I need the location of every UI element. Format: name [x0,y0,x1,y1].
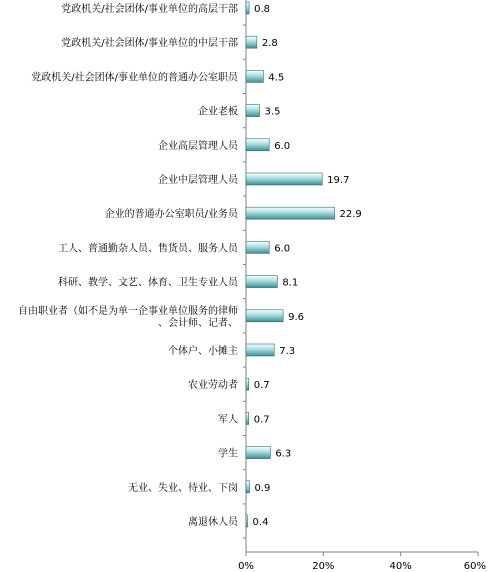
category-label: 工人、普通勤杂人员、售货员、服务人员 [58,243,238,255]
x-tick-label: 20% [312,561,335,572]
bar [246,447,270,459]
bar [246,241,269,253]
bar-value-label: 0.4 [252,517,269,528]
category-label: 个体户、小摊主 [168,346,238,357]
bar-value-label: 0.7 [253,414,270,426]
category-label: 企业老板 [198,106,238,118]
x-tick-label: 0% [238,561,254,572]
bar-value-label: 8.1 [282,277,299,289]
category-label: 企业高层管理人员 [158,140,238,152]
bar-value-label: 4.5 [268,72,285,84]
bar [246,515,248,527]
bar-value-label: 19.7 [327,175,350,186]
category-label: 党政机关/社会团体/事业单位的普通办公室职员 [31,72,238,84]
category-label: 企业中层管理人员 [158,175,238,186]
bar [246,139,269,151]
category-label: 农业劳动者 [188,380,238,392]
bar-value-label: 22.9 [339,209,362,221]
bar [246,412,249,424]
bar [246,378,249,390]
bar [246,481,249,493]
category-labels [18,2,239,528]
bar [246,173,322,185]
bar-value-label: 6.3 [275,448,292,460]
bar [246,276,277,288]
bar [246,36,257,48]
bar [246,207,335,219]
bar-value-label: 7.3 [279,346,296,357]
category-label: 军人 [218,414,238,426]
category-label: 党政机关/社会团体/事业单位的高层干部 [61,4,238,15]
category-label: 科研、教学、文艺、体育、卫生专业人员 [58,277,238,289]
category-label: 企业的普通办公室职员/业务员 [104,209,238,221]
bar [246,2,249,14]
bar [246,344,274,356]
bar-value-label: 0.7 [253,380,270,392]
bar [246,105,260,117]
category-label: 学生 [218,448,238,460]
x-tick-label: 40% [389,561,412,572]
category-label: 离退休人员 [188,517,238,528]
x-tick-label: 60% [463,561,486,572]
category-label: 自由职业者（如不是为单一企事业单位服务的律师 [18,305,238,317]
bar-value-label: 0.8 [254,4,270,15]
category-label: 无业、失业、待业、下岗 [128,482,238,494]
category-label: 党政机关/社会团体/事业单位的中层干部 [61,38,238,50]
bar-value-label: 9.6 [288,311,305,323]
bar-value-label: 6.0 [274,140,291,152]
bar-value-label: 2.8 [261,38,278,50]
bar-value-label: 3.5 [264,106,281,118]
bar [246,310,283,322]
x-axis-ticks [238,552,486,572]
category-label: 、会计师、记者、 [158,317,238,329]
bar [246,70,263,82]
bar-value-label: 0.9 [254,482,271,494]
bar-value-label: 6.0 [274,243,291,255]
